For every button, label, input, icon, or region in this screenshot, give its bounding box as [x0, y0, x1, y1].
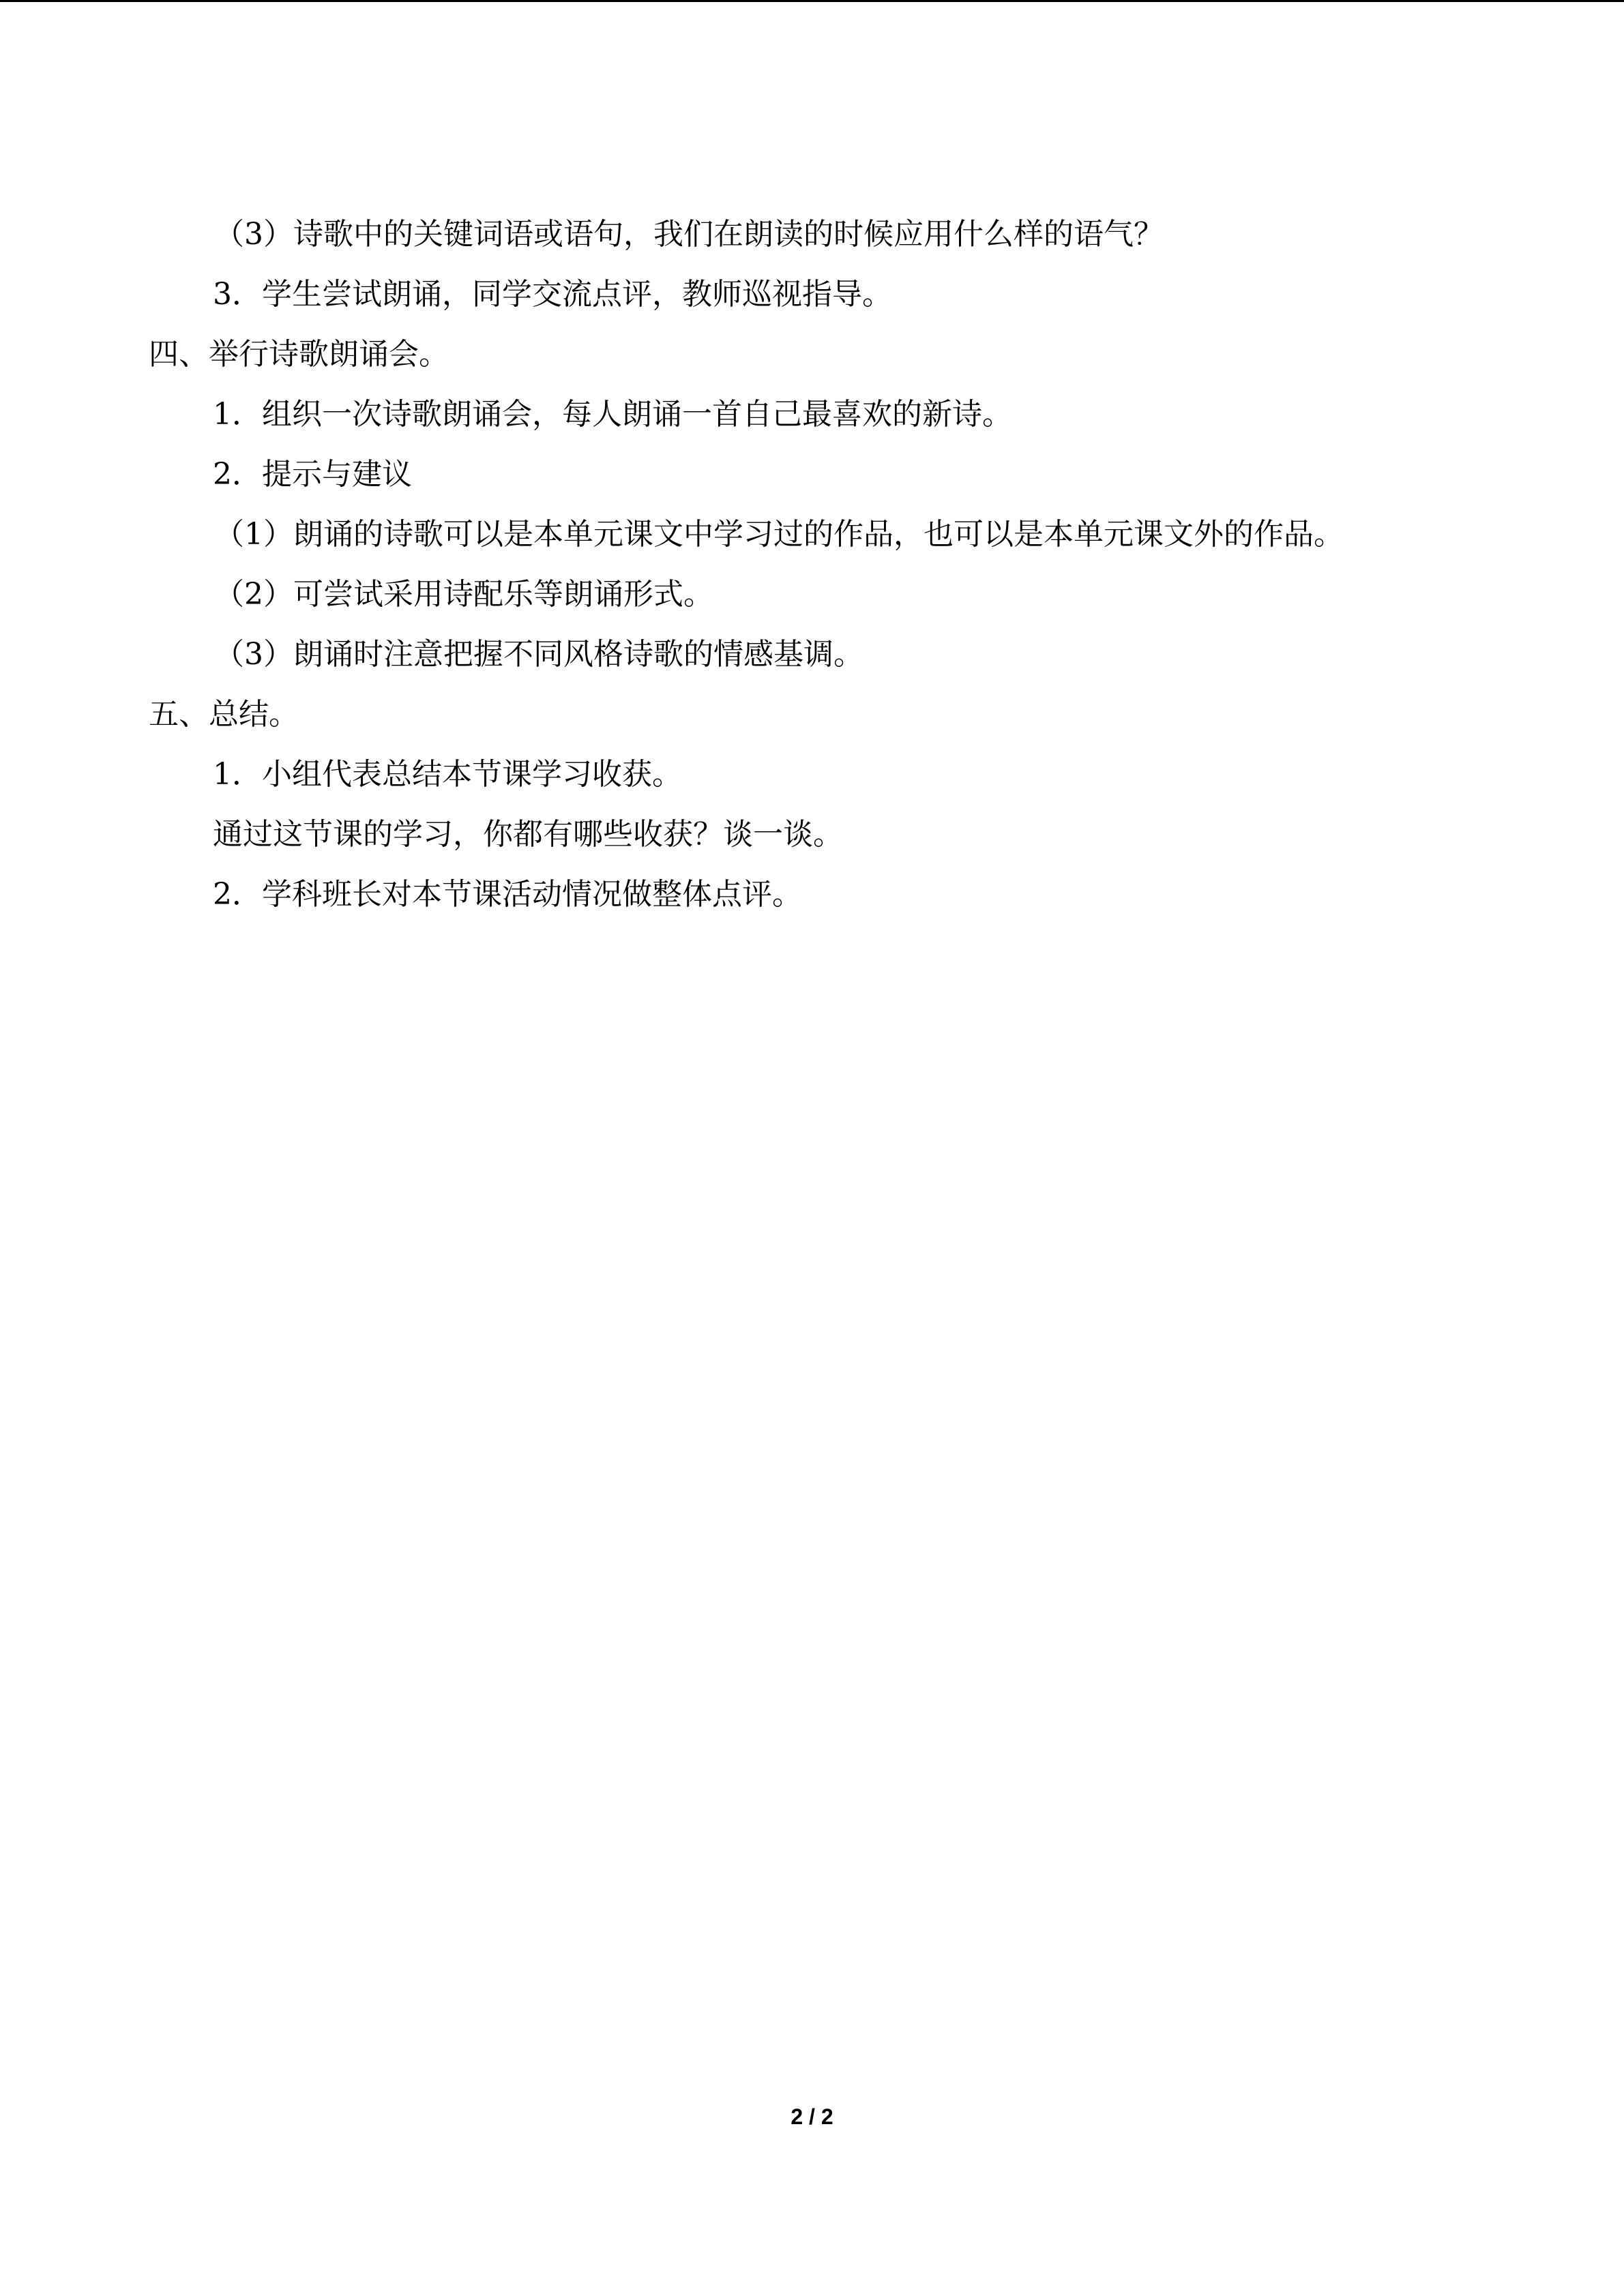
top-border-line	[0, 0, 1624, 2]
step-3-practice: 3．学生尝试朗诵，同学交流点评，教师巡视指导。	[213, 277, 892, 312]
document-body	[149, 205, 1479, 925]
summary-step-1: 1．小组代表总结本节课学习收获。	[213, 757, 682, 792]
tip-item-1: （1）朗诵的诗歌可以是本单元课文中学习过的作品，也可以是本单元课文外的作品。	[214, 517, 1344, 552]
section-heading-4: 四、举行诗歌朗诵会。	[149, 337, 449, 372]
sub-item-3-question: （3）诗歌中的关键词语或语句，我们在朗读的时候应用什么样的语气？	[214, 217, 1164, 252]
step-1-organize: 1．组织一次诗歌朗诵会，每人朗诵一首自己最喜欢的新诗。	[213, 397, 1012, 432]
tip-item-3: （3）朗诵时注意把握不同风格诗歌的情感基调。	[214, 637, 863, 672]
tip-item-2: （2）可尝试采用诗配乐等朗诵形式。	[214, 577, 713, 612]
summary-prompt: 通过这节课的学习，你都有哪些收获？谈一谈。	[213, 817, 843, 852]
page-number: 2 / 2	[791, 2104, 833, 2129]
summary-step-2: 2．学科班长对本节课活动情况做整体点评。	[213, 877, 802, 912]
step-2-tips: 2．提示与建议	[213, 457, 412, 492]
section-heading-5: 五、总结。	[149, 697, 299, 732]
